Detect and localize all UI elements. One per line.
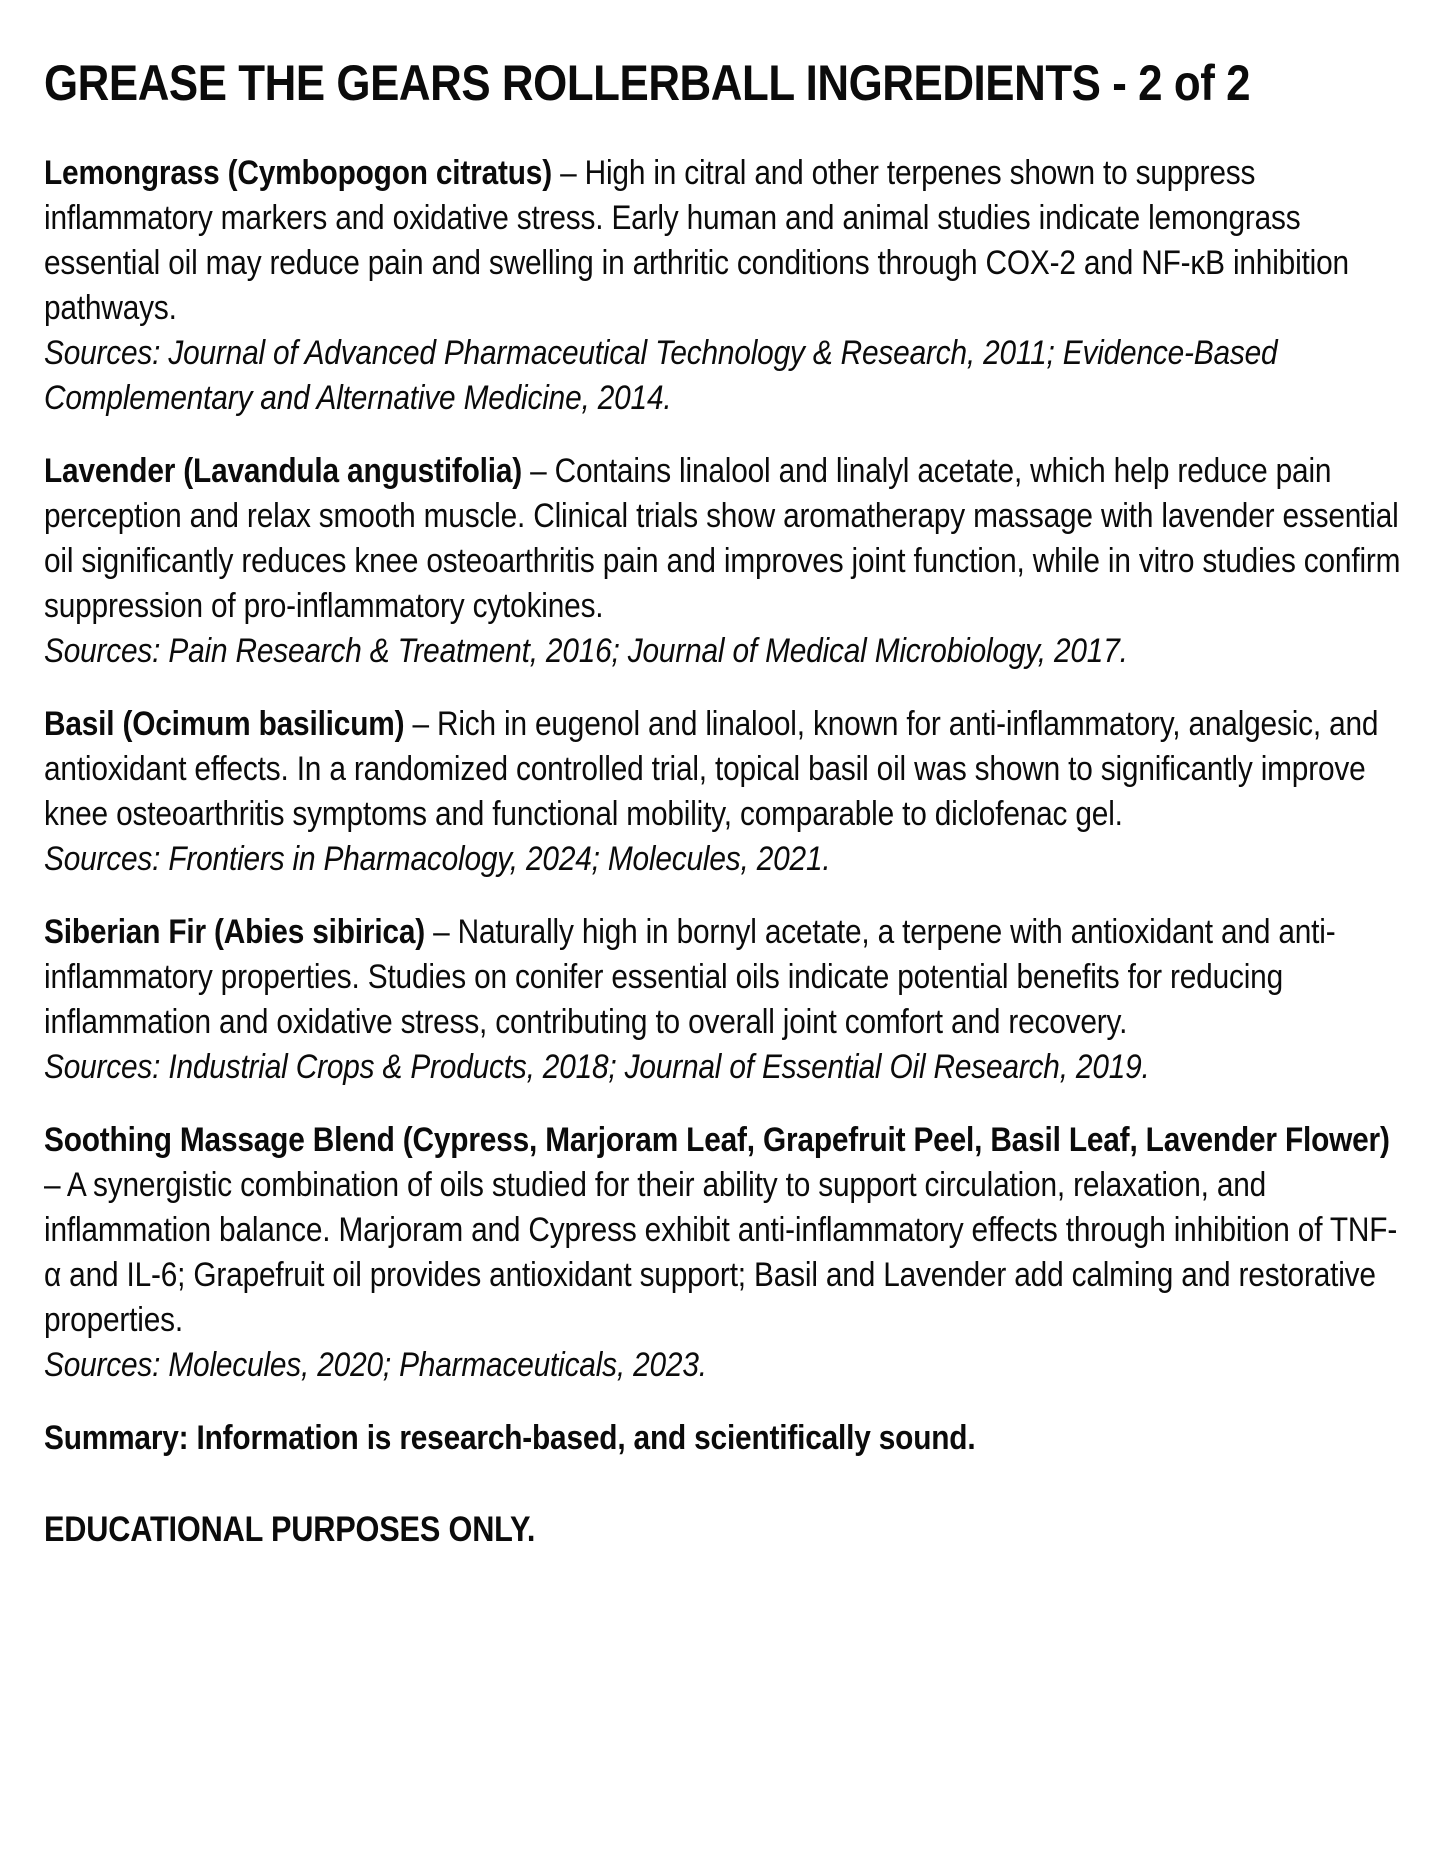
ingredient-paragraph-soothing-massage-blend — [44, 1118, 1408, 1343]
ingredient-paragraph-lemongrass — [44, 151, 1408, 331]
summary-statement: Summary: Information is research-based, and scientifically sound. — [44, 1419, 976, 1457]
ingredient-description-siberian-fir: – Naturally high in bornyl acetate, a terpene with antioxidant and anti-inflammatory properties. Studies on conifer essential oils indicate potential benefits for reducing inflammation and oxidative stress, contributing to overall joint comfort and recovery. — [44, 913, 1336, 1041]
ingredient-name-lemongrass: Lemongrass (Cymbopogon citratus) — [44, 154, 552, 192]
ingredient-sources-soothing-massage-blend: Sources: Molecules, 2020; Pharmaceuticals, 2023. — [44, 1346, 707, 1384]
ingredient-description-lavender: – Contains linalool and linalyl acetate, which help reduce pain perception and relax smooth muscle. Clinical trials show aromatherapy massage with lavender essential oil significantly reduces knee osteoarthritis pain and improves joint function, while in vitro studies confirm suppression of pro-inflammatory cytokines. — [44, 452, 1401, 625]
ingredient-sources-lavender: Sources: Pain Research & Treatment, 2016; Journal of Medical Microbiology, 2017. — [44, 632, 1128, 670]
ingredient-paragraph-siberian-fir — [44, 910, 1408, 1045]
ingredient-name-lavender: Lavender (Lavandula angustifolia) — [44, 452, 523, 490]
ingredient-name-soothing-massage-blend: Soothing Massage Blend (Cypress, Marjoram Leaf, Grapefruit Peel, Basil Leaf, Lavender Flower) — [44, 1121, 1390, 1159]
educational-disclaimer: EDUCATIONAL PURPOSES ONLY. — [44, 1510, 536, 1549]
document-content — [44, 56, 1408, 1552]
ingredient-paragraph-lavender — [44, 449, 1408, 629]
ingredient-description-lemongrass: – High in citral and other terpenes shown to suppress inflammatory markers and oxidative stress. Early human and animal studies indicate lemongrass essential oil may reduce pain and swelling in arthritic conditions through COX-2 and NF-κB inhibition pathways. — [44, 154, 1349, 327]
ingredient-description-basil: – Rich in eugenol and linalool, known for anti-inflammatory, analgesic, and antioxidant effects. In a randomized controlled trial, topical basil oil was shown to significantly improve knee osteoarthritis symptoms and functional mobility, comparable to diclofenac gel. — [44, 705, 1379, 833]
ingredient-name-siberian-fir: Siberian Fir (Abies sibirica) — [44, 913, 426, 951]
ingredient-sources-siberian-fir: Sources: Industrial Crops & Products, 2018; Journal of Essential Oil Research, 2019. — [44, 1048, 1150, 1086]
ingredient-description-soothing-massage-blend: – A synergistic combination of oils studied for their ability to support circulation, relaxation, and inflammation balance. Marjoram and Cypress exhibit anti-inflammatory effects through inhibition of TNF-α and IL-6; Grapefruit oil provides antioxidant support; Basil and Lavender add calming and restorative properties. — [44, 1166, 1398, 1339]
ingredient-sources-basil: Sources: Frontiers in Pharmacology, 2024; Molecules, 2021. — [44, 840, 831, 878]
page-title: GREASE THE GEARS ROLLERBALL INGREDIENTS - 2 of 2 — [44, 55, 1251, 111]
ingredient-paragraph-basil — [44, 702, 1408, 837]
ingredient-sources-lemongrass: Sources: Journal of Advanced Pharmaceutical Technology & Research, 2011; Evidence-Based Complementary and Alternative Medicine, 2014. — [44, 334, 1278, 417]
ingredient-name-basil: Basil (Ocimum basilicum) — [44, 705, 405, 743]
